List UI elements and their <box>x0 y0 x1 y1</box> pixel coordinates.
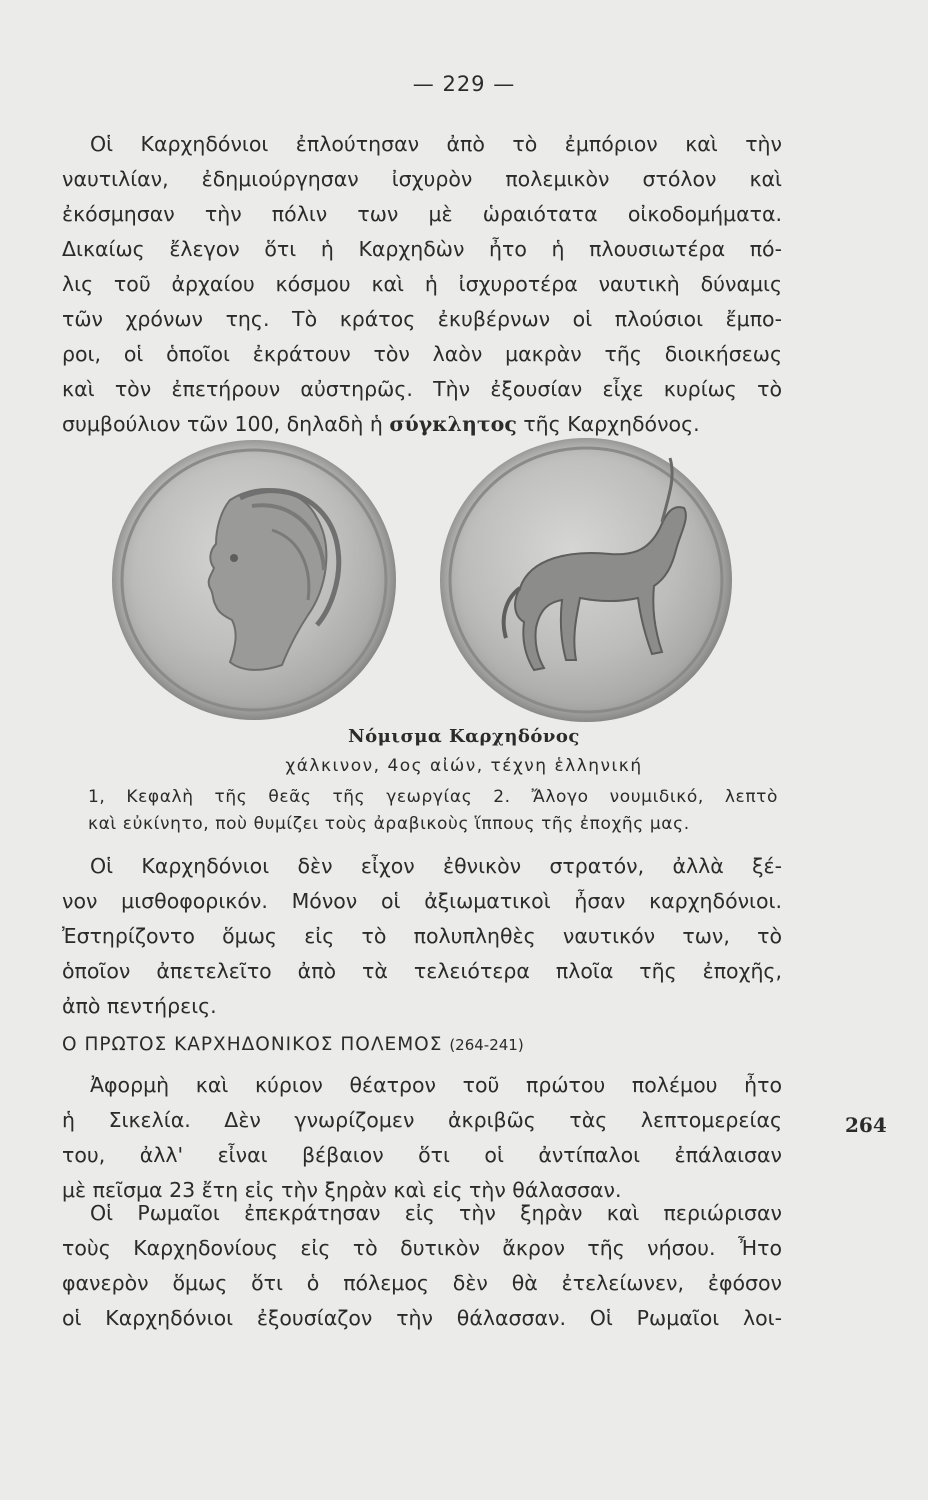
text-line: Οἱ Ρωμαῖοι ἐπεκράτησαν εἰς τὴν ξηρὰν καὶ περιώρισαν <box>90 1201 782 1225</box>
paragraph-1 <box>62 127 782 442</box>
text-line: λις τοῦ ἀρχαίου κόσμου καὶ ἡ ἰσχυροτέρα ναυτικὴ δύναμις <box>62 272 782 296</box>
section-heading <box>62 1034 524 1055</box>
paragraph-4 <box>62 1196 782 1336</box>
text-line: νον μισθοφορικόν. Μόνον οἱ ἀξιωματικοὶ ἦσαν καρχηδόνιοι. <box>62 889 782 913</box>
figure-description <box>88 784 778 838</box>
text-line: ἐκόσμησαν τὴν πόλιν των μὲ ὡραιότατα οἰκοδομήματα. <box>62 202 782 226</box>
text-line: τῶν χρόνων της. Τὸ κράτος ἐκυβέρνων οἱ πλούσιοι ἔμπο- <box>62 307 782 331</box>
caption-line: 1, Κεφαλὴ τῆς θεᾶς τῆς γεωργίας 2. Ἄλογο νουμιδικό, λεπτὸ <box>88 787 778 807</box>
text-line: του, ἀλλ' εἶναι βέβαιον ὅτι οἱ ἀντίπαλοι ἐπάλαισαν <box>62 1143 782 1167</box>
text-line: Ἀφορμὴ καὶ κύριον θέατρον τοῦ πρώτου πολέμου ἦτο <box>90 1073 782 1097</box>
text-line: Δικαίως ἔλεγον ὅτι ἡ Καρχηδὼν ἦτο ἡ πλουσιωτέρα πό- <box>62 237 782 261</box>
heading-years: (264-241) <box>449 1036 524 1054</box>
figure-subtitle: χάλκινον, 4ος αἰών, τέχνη ἑλληνική <box>285 756 643 776</box>
text-line: ἀπὸ πεντήρεις. <box>62 994 217 1018</box>
figure-title: Νόμισμα Καρχηδόνος <box>348 726 580 747</box>
text-line: Οἱ Καρχηδόνιοι δὲν εἶχον ἐθνικὸν στρατόν, ἀλλὰ ξέ- <box>90 854 782 878</box>
emphasized-term: σύγκλητος <box>389 412 517 436</box>
page-number: — 229 — <box>412 72 516 96</box>
text-line: ὁποῖον ἀπετελεῖτο ἀπὸ τὰ τελειότερα πλοῖα τῆς ἐποχῆς, <box>62 959 782 983</box>
text-span: τῆς Καρχηδόνος. <box>516 412 700 436</box>
text-line <box>62 407 782 442</box>
text-line: οἱ Καρχηδόνιοι ἐξουσίαζον τὴν θάλασσαν. Οἱ Ρωμαῖοι λοι- <box>62 1306 782 1330</box>
text-line: καὶ τὸν ἐπετήρουν αὐστηρῶς. Τὴν ἐξουσίαν εἶχε κυρίως τὸ <box>62 377 782 401</box>
text-line: μὲ πεῖσμα 23 ἔτη εἰς τὴν ξηρὰν καὶ εἰς τὴν θάλασσαν. <box>62 1178 622 1202</box>
text-span: συμβούλιον τῶν 100, δηλαδὴ ἡ <box>62 412 390 436</box>
coin-reverse-image <box>440 438 732 722</box>
coin-obverse-image <box>112 440 396 720</box>
text-line: ροι, οἱ ὁποῖοι ἐκράτουν τὸν λαὸν μακρὰν τῆς διοικήσεως <box>62 342 782 366</box>
text-line: Ἐστηρίζοντο ὅμως εἰς τὸ πολυπληθὲς ναυτικόν των, τὸ <box>62 924 782 948</box>
paragraph-2 <box>62 849 782 1024</box>
text-line: Οἱ Καρχηδόνιοι ἐπλούτησαν ἀπὸ τὸ ἐμπόριον καὶ τὴν <box>90 132 782 156</box>
caption-line: καὶ εὐκίνητο, ποὺ θυμίζει τοὺς ἀραβικοὺς ἵππους τῆς ἐποχῆς μας. <box>88 814 690 834</box>
text-line: φανερὸν ὅμως ὅτι ὁ πόλεμος δὲν θὰ ἐτελείωνεν, ἐφόσον <box>62 1271 782 1295</box>
paragraph-3 <box>62 1068 782 1208</box>
text-line: τοὺς Καρχηδονίους εἰς τὸ δυτικὸν ἄκρον τῆς νήσου. Ἦτο <box>62 1236 782 1260</box>
text-line: ναυτιλίαν, ἐδημιούργησαν ἰσχυρὸν πολεμικὸν στόλον καὶ <box>62 167 782 191</box>
heading-text: Ο ΠΡΩΤΟΣ ΚΑΡΧΗΔΟΝΙΚΟΣ ΠΟΛΕΜΟΣ <box>62 1034 443 1055</box>
margin-year: 264 <box>845 1113 887 1137</box>
text-line: ἡ Σικελία. Δὲν γνωρίζομεν ἀκριβῶς τὰς λεπτομερείας <box>62 1108 782 1132</box>
